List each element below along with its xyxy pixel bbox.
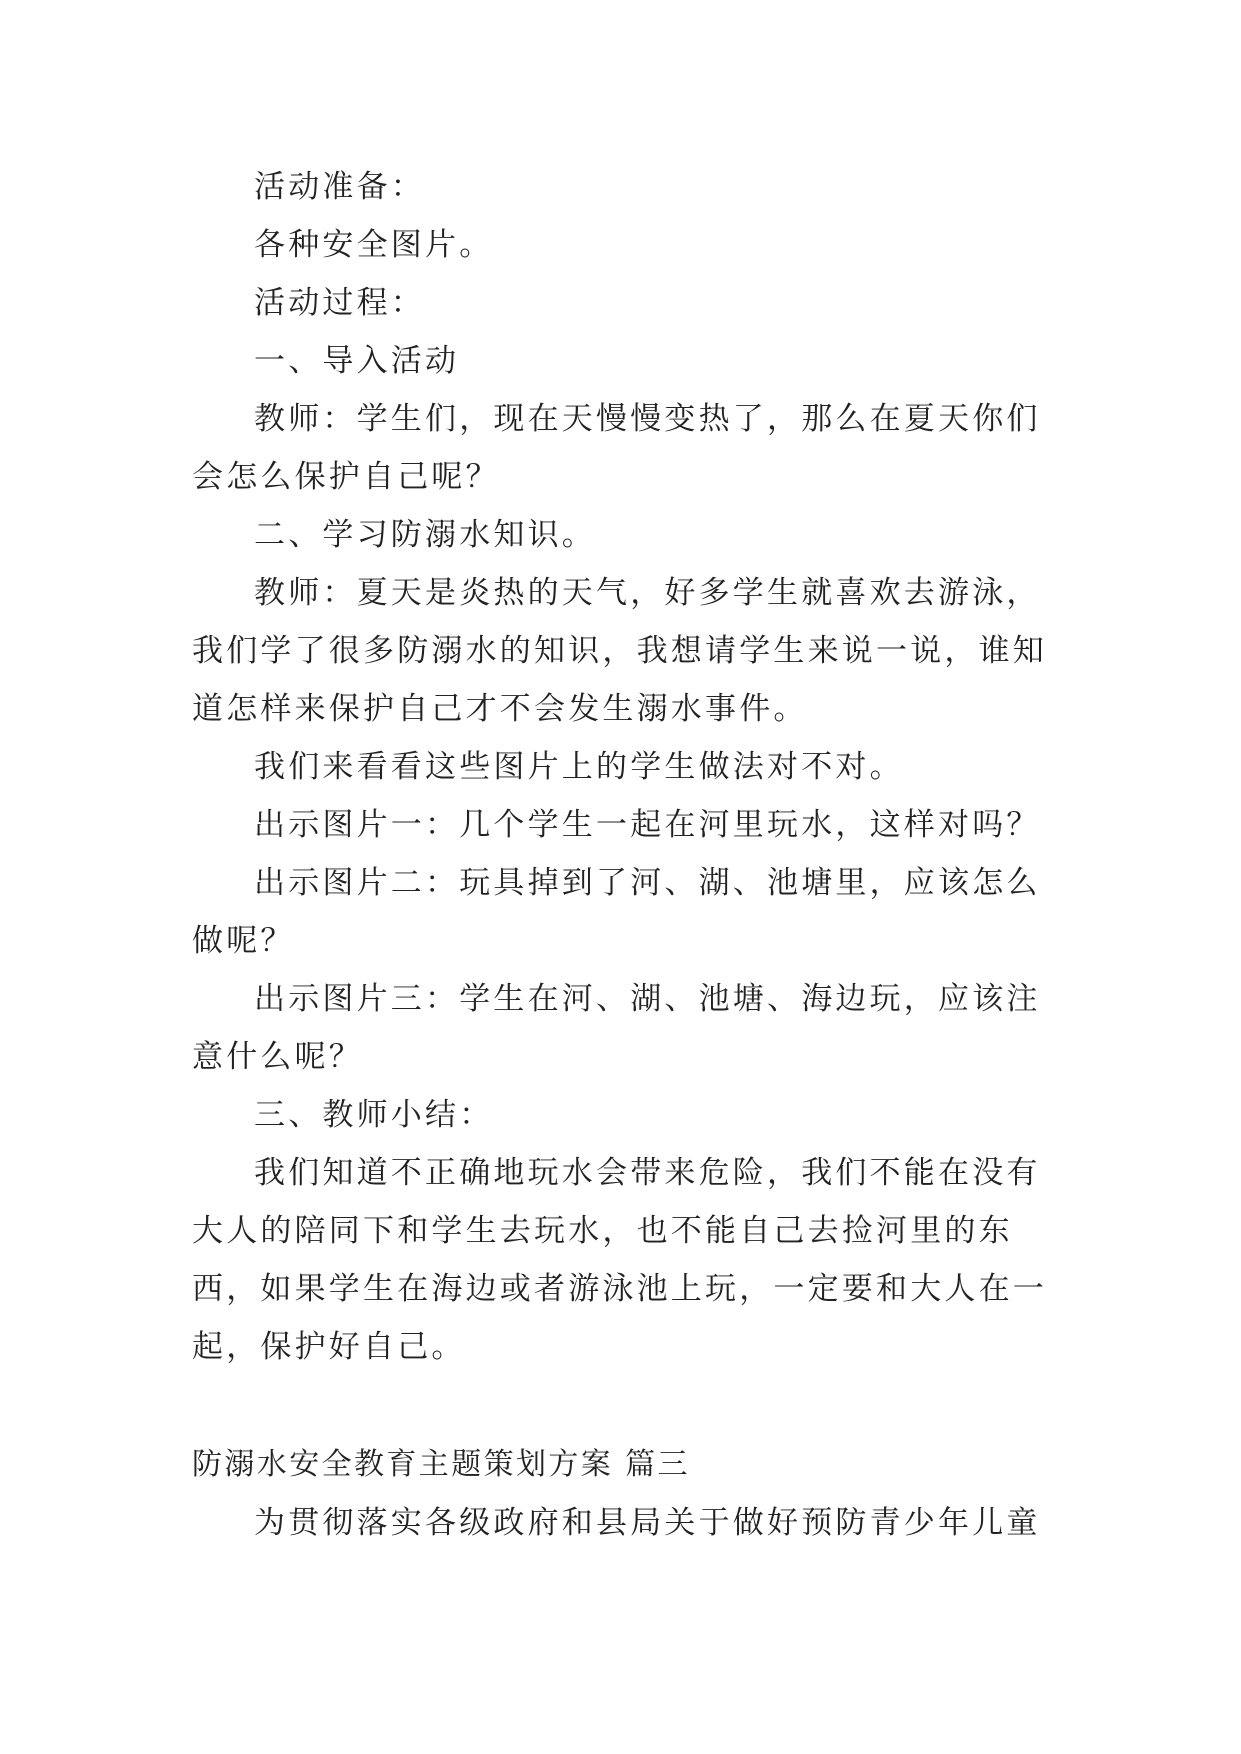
paragraph-picture-two: 出示图片二：玩具掉到了河、湖、池塘里，应该怎么做呢？ <box>192 865 1041 959</box>
paragraph-introduction: 一、导入活动 <box>254 343 460 379</box>
paragraph-teacher-question: 教师：学生们，现在天慢慢变热了，那么在夏天你们会怎么保护自己呢？ <box>192 401 1041 495</box>
section-heading: 防溺水安全教育主题策划方案 篇三 <box>192 1447 690 1482</box>
paragraph-look-pictures: 我们来看看这些图片上的学生做法对不对。 <box>254 749 904 785</box>
paragraph-continued: 为贯彻落实各级政府和县局关于做好预防青少年儿童 <box>254 1505 1041 1541</box>
paragraph-learn-knowledge: 二、学习防溺水知识。 <box>254 517 596 553</box>
paragraph-picture-three: 出示图片三：学生在河、湖、池塘、海边玩，应该注意什么呢？ <box>192 981 1041 1075</box>
paragraph-conclusion: 我们知道不正确地玩水会带来危险，我们不能在没有大人的陪同下和学生去玩水，也不能自己去捡河里的东西，如果学生在海边或者游泳池上玩，一定要和大人在一起，保护好自己。 <box>192 1155 1047 1365</box>
paragraph-teacher-summer: 教师：夏天是炎热的天气，好多学生就喜欢去游泳，我们学了很多防溺水的知识，我想请学生来说一说，谁知道怎样来保护自己才不会发生溺水事件。 <box>192 575 1047 727</box>
paragraph-activity-preparation: 活动准备： <box>254 169 425 205</box>
paragraph-teacher-summary: 三、教师小结： <box>254 1097 494 1133</box>
document-body <box>192 158 1052 1552</box>
paragraph-safety-pictures: 各种安全图片。 <box>254 227 494 263</box>
paragraph-activity-process: 活动过程： <box>254 285 425 321</box>
paragraph-picture-one: 出示图片一：几个学生一起在河里玩水，这样对吗？ <box>254 807 1041 843</box>
